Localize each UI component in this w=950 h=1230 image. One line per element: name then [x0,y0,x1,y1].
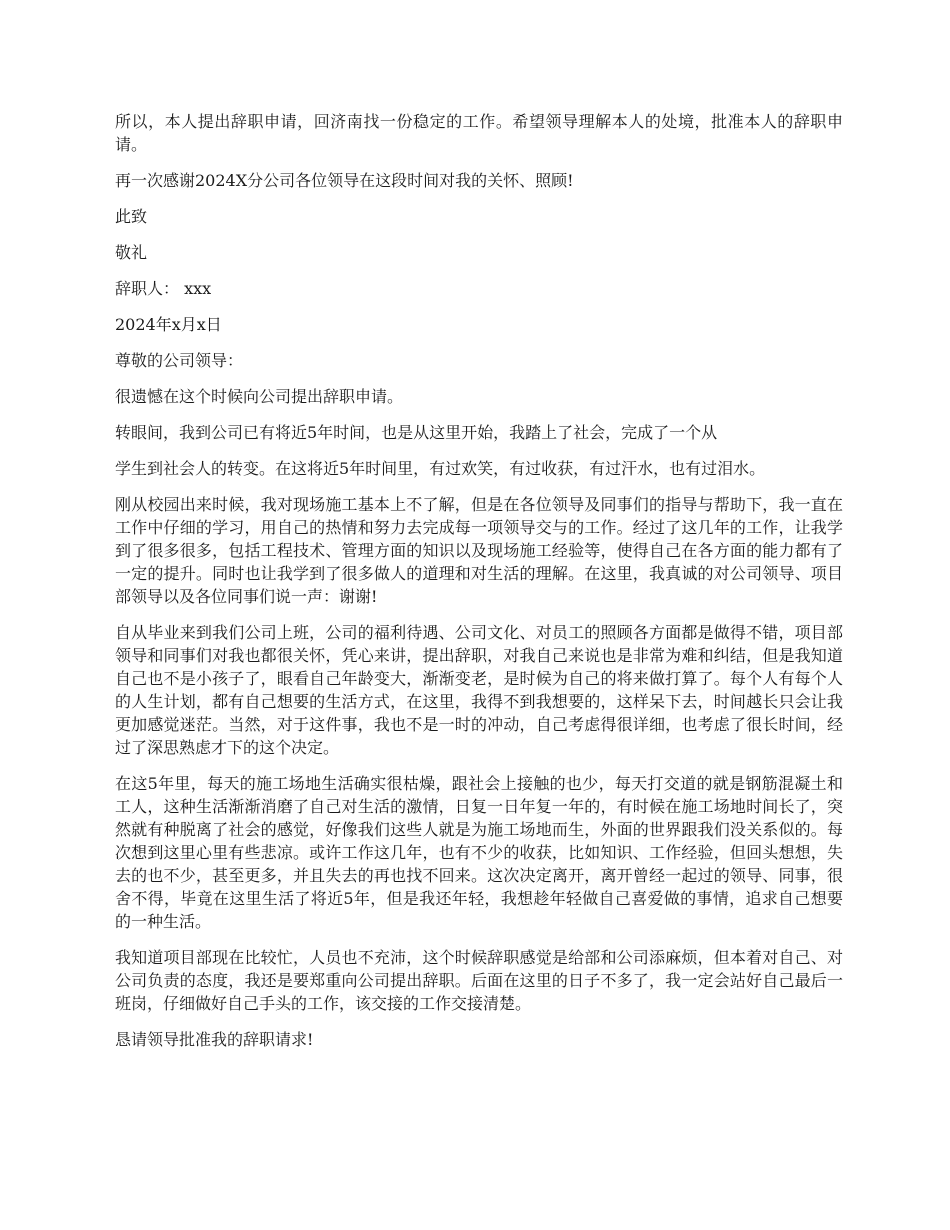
salutation: 尊敬的公司领导： [115,351,244,370]
paragraph-transition: 学生到社会人的转变。在这将近5年时间里，有过欢笑，有过收获，有过汗水，也有过泪水。 [115,459,766,478]
paragraph-request: 恳请领导批准我的辞职请求! [115,1030,314,1049]
paragraph-gratitude: 刚从校园出来时候，我对现场施工基本上不了解，但是在各位领导及同事们的指导与帮助下，我一直在工作中仔细的学习，用自己的热情和努力去完成每一项领导交与的工作。经过了这几年的工作，让我学到了很多很多，包括工程技术、管理方面的知识以及现场施工经验等，使得自己在各方面的能力都有了一定的提升。同时也让我学到了很多做人的道理和对生活的理解。在这里，我真诚的对公司领导、项目部领导以及各位同事们说一声：谢谢! [115,495,843,606]
paragraph-intro: 很遗憾在这个时候向公司提出辞职申请。 [115,387,404,406]
paragraph-reason: 所以，本人提出辞职申请，回济南找一份稳定的工作。希望领导理解本人的处境，批准本人的辞职申请。 [115,112,843,154]
closing-cizhi: 此致 [115,207,148,226]
signature-name: 辞职人： xxx [115,279,212,298]
paragraph-five-years: 在这5年里，每天的施工场地生活确实很枯燥，跟社会上接触的也少，每天打交道的就是钢筋混凝土和工人，这种生活渐渐消磨了自己对生活的激情，日复一日年复一年的，有时候在施工场地时间长了，突然就有种脱离了社会的感觉，好像我们这些人就是为施工场地而生，外面的世界跟我们没关系似的。每次想到这里心里有些悲凉。或许工作这几年，也有不少的收获，比如知识、工作经验，但回头想想，失去的也不少，甚至更多，并且失去的再也找不回来。这次决定离开，离开曾经一起过的领导、同事，很舍不得，毕竟在这里生活了将近5年，但是我还年轻，我想趁年轻做自己喜爱做的事情，追求自己想要的一种生活。 [115,774,843,931]
paragraph-thanks: 再一次感谢2024X分公司各位领导在这段时间对我的关怀、照顾! [115,171,574,190]
paragraph-decision: 自从毕业来到我们公司上班，公司的福利待遇、公司文化、对员工的照顾各方面都是做得不错，项目部领导和同事们对我也都很关怀，凭心来讲，提出辞职，对我自己来说也是非常为难和纠结，但是我知道自己也不是小孩子了，眼看自己年龄变大，渐渐变老，是时候为自己的将来做打算了。每个人有每个人的人生计划，都有自己想要的生活方式，在这里，我得不到我想要的，这样呆下去，时间越长只会让我更加感觉迷茫。当然，对于这件事，我也不是一时的冲动，自己考虑得很详细，也考虑了很长时间，经过了深思熟虑才下的这个决定。 [115,623,843,757]
signature-date: 2024年x月x日 [115,315,222,334]
document-body [115,110,843,1064]
paragraph-handover: 我知道项目部现在比较忙，人员也不充沛，这个时候辞职感觉是给部和公司添麻烦，但本着对自己、对公司负责的态度，我还是要郑重向公司提出辞职。后面在这里的日子不多了，我一定会站好自己最后一班岗，仔细做好自己手头的工作，该交接的工作交接清楚。 [115,948,843,1013]
paragraph-time-passed: 转眼间，我到公司已有将近5年时间，也是从这里开始，我踏上了社会，完成了一个从 [115,423,718,442]
closing-jingli: 敬礼 [115,243,148,262]
